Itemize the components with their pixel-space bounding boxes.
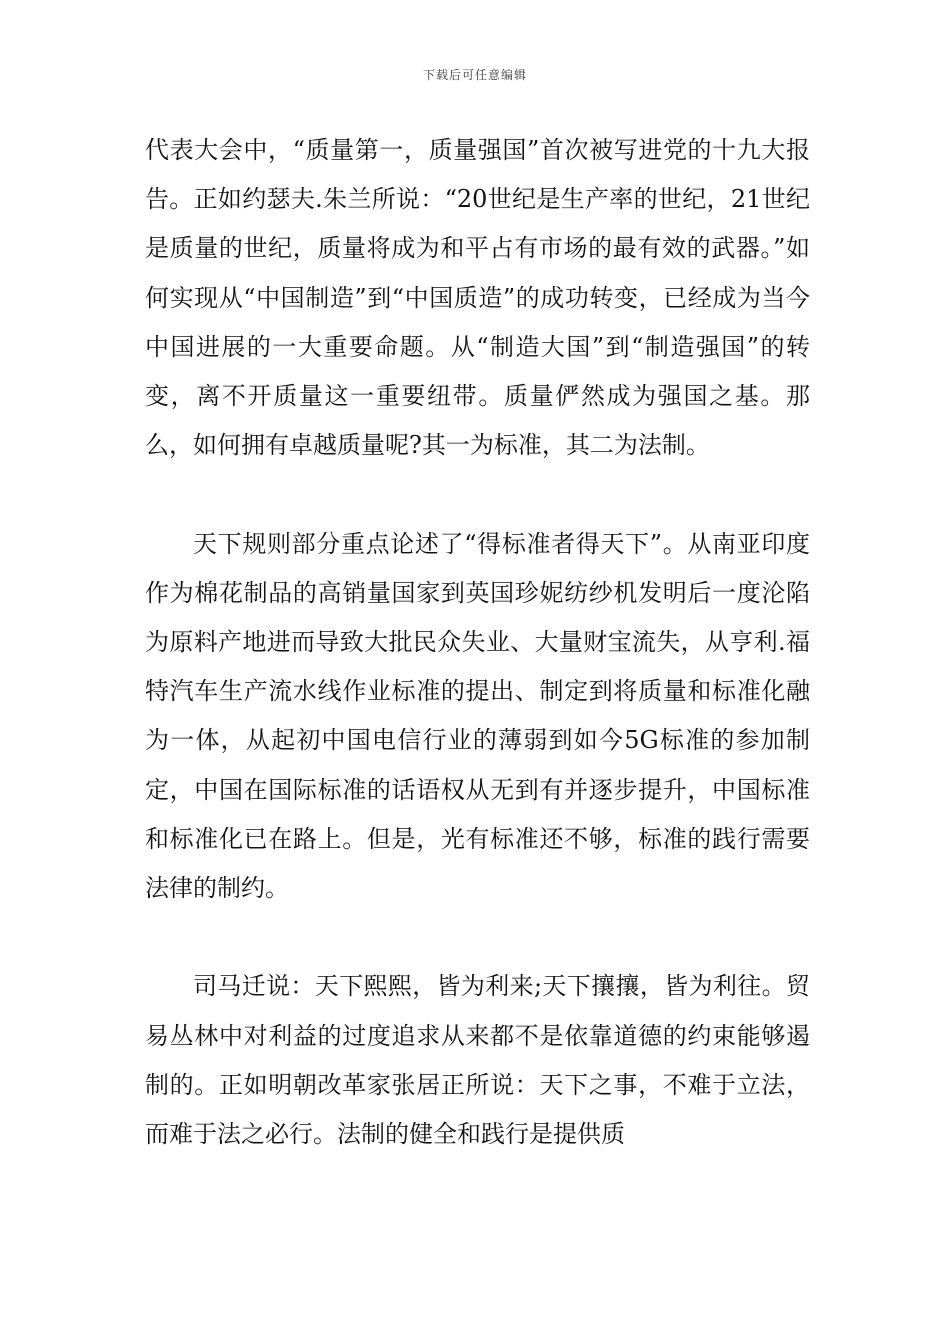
header-note: 下载后可任意编辑 (422, 68, 527, 82)
paragraph-1: 代表大会中，“质量第一，质量强国”首次被写进党的十九大报告。正如约瑟夫.朱兰所说：“20世纪是生产率的世纪，21世纪是质量的世纪，质量将成为和平占有市场的最有效的武器。”如何实现从“中国制造”到“中国质造”的成功转变，已经成为当今中国进展的一大重要命题。从“制造大国”到“制造强国”的转变，离不开质量这一重要纽带。质量俨然成为强国之基。那么，如何拥有卓越质量呢?其一为标准，其二为法制。 (145, 136, 810, 460)
paragraph-3: 司马迁说：天下熙熙，皆为利来;天下攘攘，皆为利往。贸易丛林中对利益的过度追求从来都不是依靠道德的约束能够遏制的。正如明朝改革家张居正所说：天下之事，不难于立法，而难于法之必行。法制的健全和践行是提供质 (145, 972, 810, 1149)
paragraph-gap (145, 470, 810, 519)
paragraph-2: 天下规则部分重点论述了“得标准者得天下”。从南亚印度作为棉花制品的高销量国家到英国珍妮纺纱机发明后一度沦陷为原料产地进而导致大批民众失业、大量财宝流失，从亨利.福特汽车生产流水线作业标准的提出、制定到将质量和标准化融为一体，从起初中国电信行业的薄弱到如今5G标准的参加制定，中国在国际标准的话语权从无到有并逐步提升，中国标准和标准化已在路上。但是，光有标准还不够，标准的践行需要法律的制约。 (145, 529, 810, 903)
paragraph-gap (145, 913, 810, 962)
body-text (145, 126, 810, 1159)
